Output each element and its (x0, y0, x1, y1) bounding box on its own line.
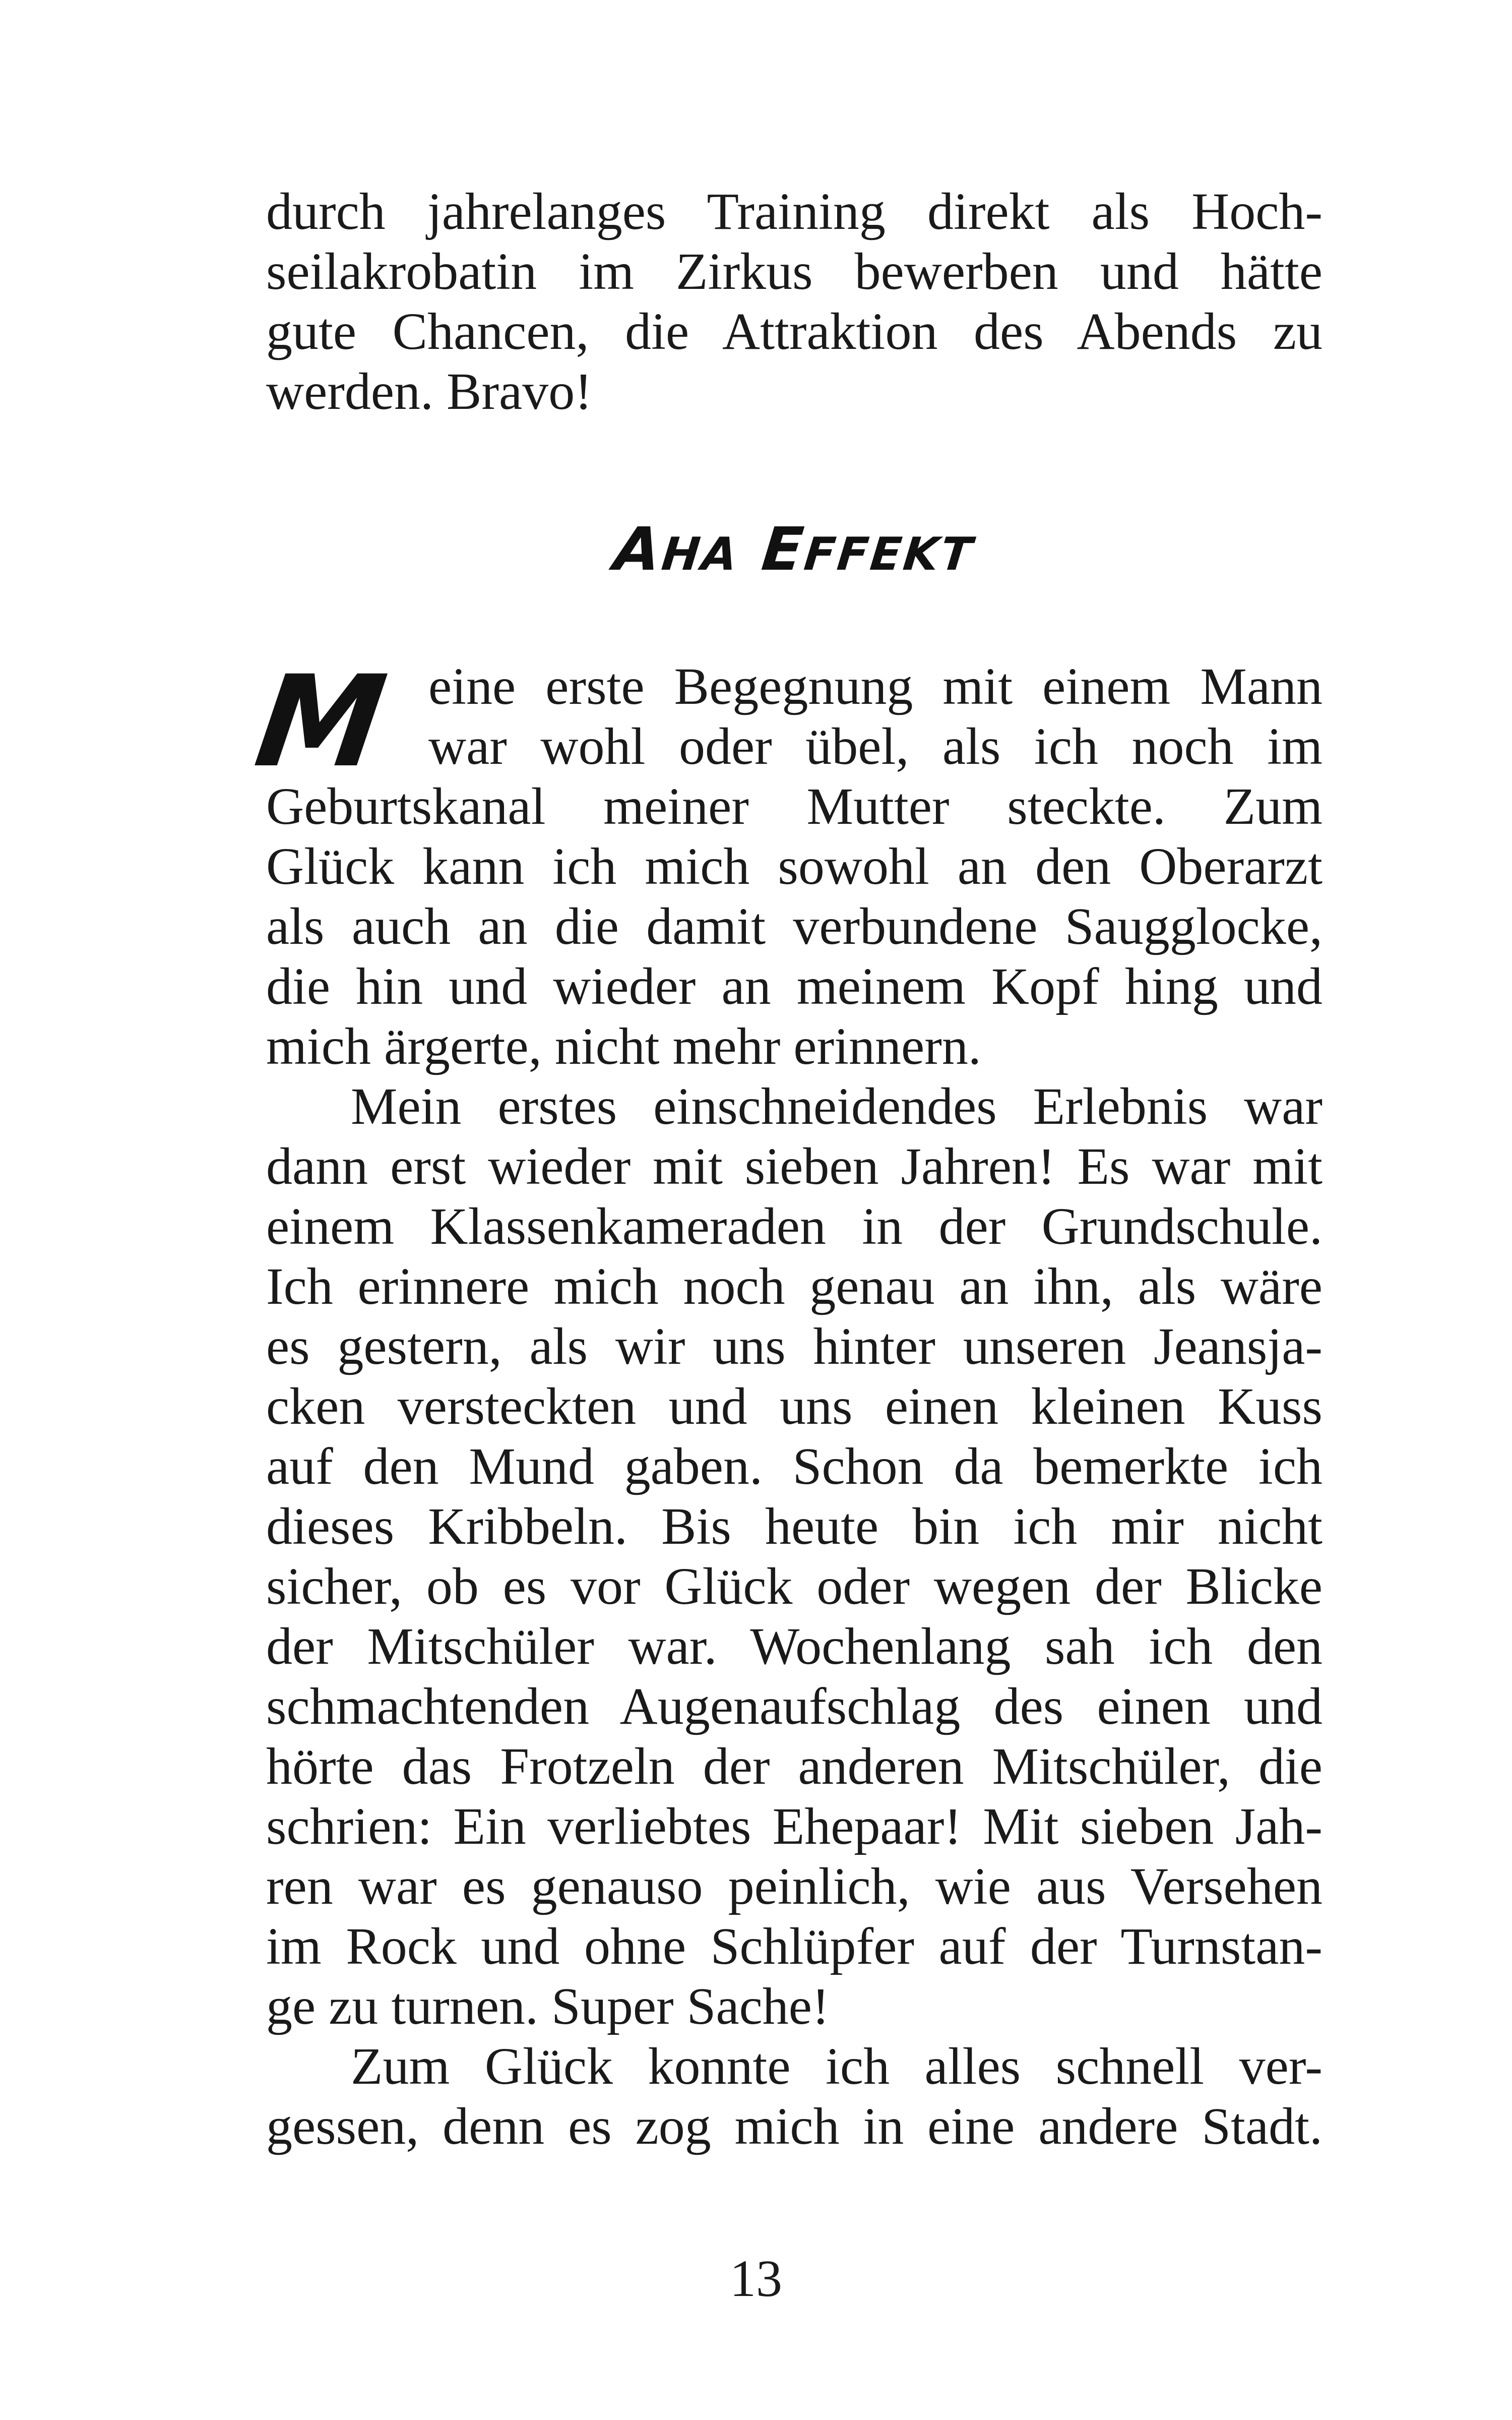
text-line: seilakrobatin im Zirkus bewerben und hätte (266, 243, 1322, 300)
text-line: Zum Glück konnte ich alles schnell ver- (351, 2037, 1322, 2095)
body-paragraphs (266, 656, 1322, 2156)
text-line: die hin und wieder an meinem Kopf hing und (266, 957, 1322, 1015)
text-line: Ich erinnere mich noch genau an ihn, als wäre (266, 1257, 1322, 1315)
text-line: eine erste Begegnung mit einem Mann (428, 657, 1322, 715)
heading-word-rest: FFEKT (801, 528, 977, 581)
intro-paragraph (266, 182, 1322, 421)
text-line: war wohl oder übel, als ich noch im (428, 717, 1322, 775)
text-line: im Rock und ohne Schlüpfer auf der Turnstan- (266, 1917, 1322, 1975)
heading-initial: A (610, 514, 666, 584)
text-line: schmachtenden Augenaufschlag des einen und (266, 1677, 1322, 1735)
heading-word-rest: HA (659, 528, 742, 581)
text-line: mich ärgerte, nicht mehr erinnern. (266, 1017, 981, 1075)
drop-cap-glyph: M (247, 649, 394, 796)
text-line: ren war es genauso peinlich, wie aus Versehen (266, 1857, 1322, 1915)
text-line: gessen, denn es zog mich in eine andere Stadt. (266, 2097, 1322, 2155)
text-line: sicher, ob es vor Glück oder wegen der Blicke (266, 1557, 1322, 1615)
chapter-heading (263, 514, 1327, 584)
page-number: 13 (730, 2250, 782, 2308)
text-line: hörte das Frotzeln der anderen Mitschüler, die (266, 1737, 1322, 1795)
text-line: es gestern, als wir uns hinter unseren Jeansja- (266, 1317, 1322, 1375)
text-line: Glück kann ich mich sowohl an den Oberarzt (266, 837, 1322, 895)
text-line: dann erst wieder mit sieben Jahren! Es war mit (266, 1137, 1322, 1195)
text-line: werden. Bravo! (266, 362, 592, 420)
text-line: ge zu turnen. Super Sache! (266, 1977, 830, 2035)
text-line: als auch an die damit verbundene Saugglocke, (266, 897, 1322, 955)
text-line: gute Chancen, die Attraktion des Abends zu (266, 302, 1322, 360)
text-line: cken versteckten und uns einen kleinen Kuss (266, 1377, 1322, 1435)
text-line: auf den Mund gaben. Schon da bemerkte ich (266, 1437, 1322, 1495)
text-line: Mein erstes einschneidendes Erlebnis war (351, 1077, 1322, 1135)
text-line: der Mitschüler war. Wochenlang sah ich den (266, 1617, 1322, 1675)
text-line: schrien: Ein verliebtes Ehepaar! Mit sieben Jah- (266, 1797, 1322, 1855)
text-line: durch jahrelanges Training direkt als Hoch- (266, 183, 1322, 240)
heading-initial: E (759, 514, 809, 584)
text-line: Geburtskanal meiner Mutter steckte. Zum (266, 777, 1322, 835)
text-line: dieses Kribbeln. Bis heute bin ich mir nicht (266, 1497, 1322, 1555)
text-line: einem Klassenkameraden in der Grundschule. (266, 1197, 1322, 1255)
